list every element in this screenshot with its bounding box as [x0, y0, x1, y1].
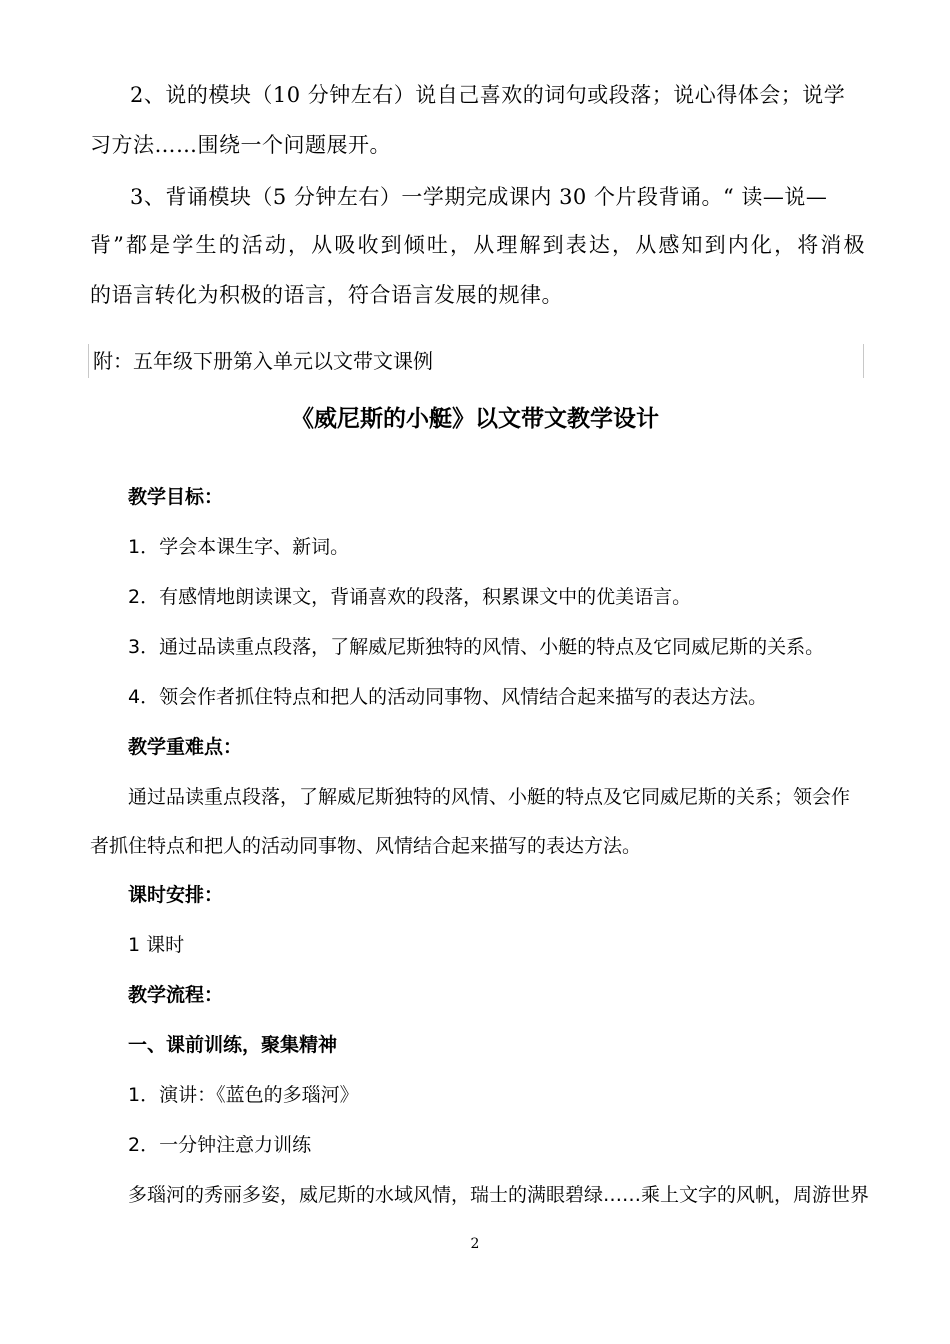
appendix-note-box [88, 344, 864, 378]
step1-item: 1．演讲：《蓝色的多瑙河》 [128, 1084, 359, 1106]
objective-item: 2．有感情地朗读课文，背诵喜欢的段落，积累课文中的优美语言。 [128, 586, 692, 608]
page-number: 2 [470, 1236, 480, 1252]
step1-heading: 一、课前训练，聚集精神 [128, 1034, 338, 1056]
objective-item: 1．学会本课生字、新词。 [128, 536, 350, 558]
item3-line3: 的语言转化为积极的语言，符合语言发展的规律。 [90, 283, 563, 307]
item2-line2: 习方法……围绕一个问题展开。 [90, 133, 391, 157]
process-heading: 教学流程： [128, 984, 224, 1006]
item3-line2: 背”都是学生的活动，从吸收到倾吐，从理解到表达，从感知到内化，将消极 [90, 233, 865, 257]
key-points-line1: 通过品读重点段落，了解威尼斯独特的风情、小艇的特点及它同威尼斯的关系；领会作 [128, 786, 851, 808]
lesson-title: 《威尼斯的小艇》以文带文教学设计 [291, 406, 659, 432]
closing-line: 多瑙河的秀丽多姿，威尼斯的水域风情，瑞士的满眼碧绿……乘上文字的风帆，周游世界 [128, 1184, 870, 1206]
item3-line1: 3、背诵模块（5 分钟左右）一学期完成课内 30 个片段背诵。“ 读—说— [130, 185, 828, 209]
schedule-value: 1 课时 [128, 934, 185, 956]
schedule-heading: 课时安排： [128, 884, 224, 906]
objective-item: 3．通过品读重点段落，了解威尼斯独特的风情、小艇的特点及它同威尼斯的关系。 [128, 636, 825, 658]
step1-item: 2．一分钟注意力训练 [128, 1134, 312, 1156]
item2-line1: 2、说的模块（10 分钟左右）说自己喜欢的词句或段落；说心得体会；说学 [130, 83, 846, 107]
key-points-line2: 者抓住特点和把人的活动同事物、风情结合起来描写的表达方法。 [90, 835, 642, 857]
key-points-heading: 教学重难点： [128, 736, 243, 758]
objectives-heading: 教学目标： [128, 486, 224, 508]
appendix-note: 附：五年级下册第入单元以文带文课例 [93, 349, 433, 373]
objective-item: 4．领会作者抓住特点和把人的活动同事物、风情结合起来描写的表达方法。 [128, 686, 768, 708]
